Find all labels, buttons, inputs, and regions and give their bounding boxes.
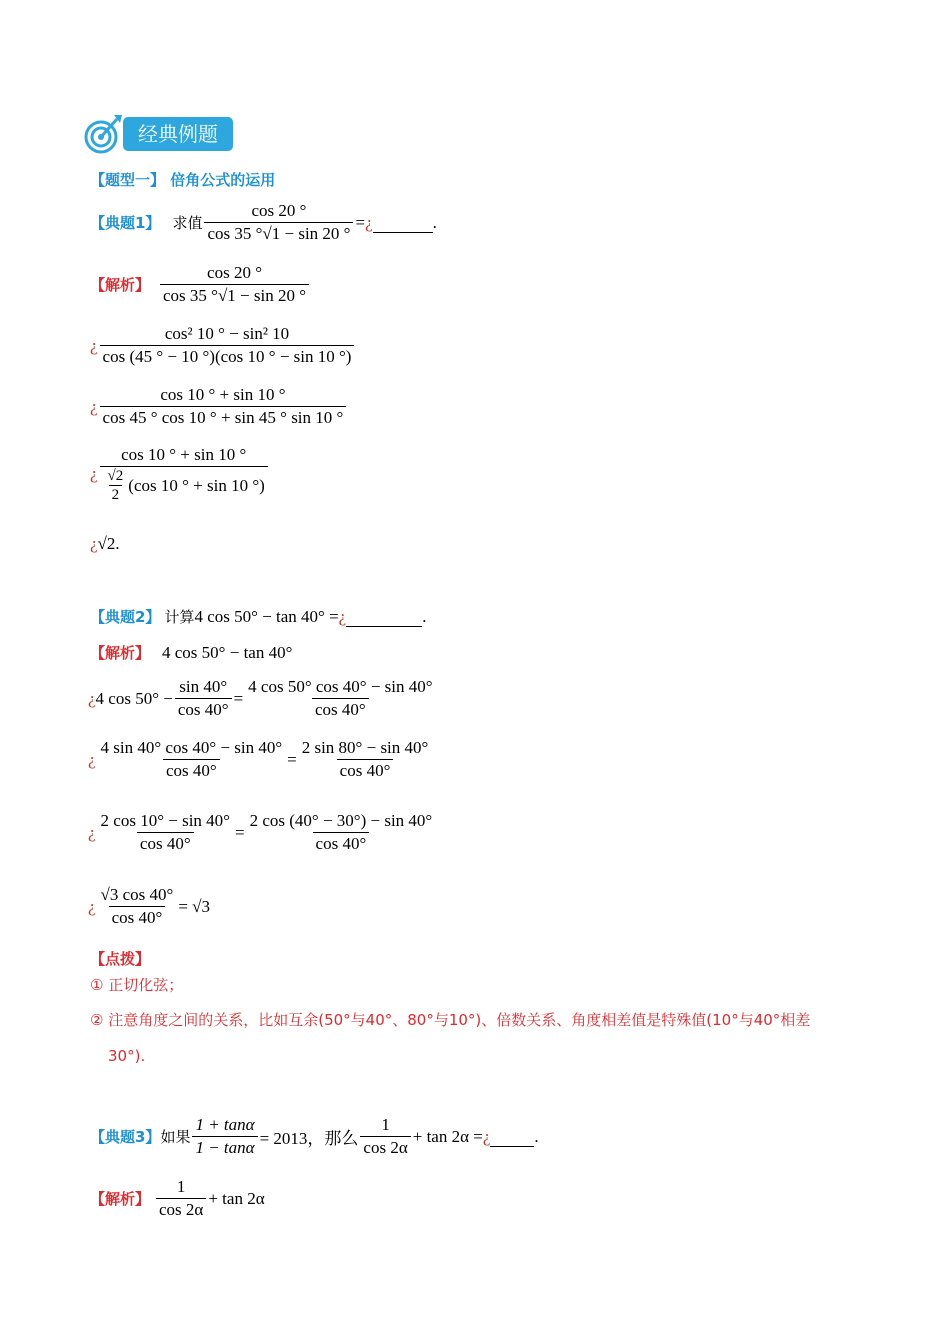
answer-blank bbox=[346, 606, 422, 627]
fraction-numerator: cos 20 ° bbox=[251, 201, 307, 220]
fraction-denominator: cos 35 °√1 − sin 20 ° bbox=[204, 222, 353, 245]
example-3-middle: = 2013，那么 bbox=[259, 1129, 359, 1148]
period: . bbox=[534, 1126, 539, 1146]
example-2-label: 【典题2】 bbox=[90, 608, 161, 626]
solution-3-tail: + tan 2α bbox=[208, 1188, 265, 1208]
example-1 bbox=[90, 200, 437, 245]
solution-3 bbox=[90, 1176, 265, 1221]
result: √2. bbox=[97, 534, 120, 553]
answer-blank bbox=[490, 1126, 534, 1147]
example-2-expression: 4 cos 50° − tan 40° = bbox=[194, 606, 339, 626]
solution-1-result bbox=[90, 534, 120, 554]
fraction-denominator: cos 45 ° cos 10 ° + sin 45 ° sin 10 ° bbox=[100, 406, 347, 429]
solution-2-line1 bbox=[88, 676, 438, 721]
solution-fraction bbox=[98, 737, 286, 782]
answer-placeholder: ¿ bbox=[482, 1126, 491, 1146]
fraction-numerator: cos 10 ° + sin 10 ° bbox=[160, 385, 286, 404]
solution-1-label: 【解析】 bbox=[90, 276, 151, 294]
example-3-fraction-2 bbox=[360, 1114, 410, 1159]
fraction-numerator: cos² 10 ° − sin² 10 bbox=[164, 324, 290, 343]
inner-fraction bbox=[105, 467, 127, 504]
fraction-denominator: cos 40° bbox=[175, 698, 232, 721]
placeholder-glyph: ¿ bbox=[90, 534, 98, 553]
tip-label: 【点拨】 bbox=[90, 950, 151, 968]
denominator-rest: (cos 10 ° + sin 10 °) bbox=[128, 475, 265, 495]
solution-fraction bbox=[98, 810, 233, 855]
fraction-numerator: 2 cos 10° − sin 40° bbox=[100, 811, 230, 830]
fraction-numerator: √3 cos 40° bbox=[100, 885, 174, 904]
example-1-label: 【典题1】 bbox=[90, 214, 161, 232]
result: = √3 bbox=[178, 896, 211, 916]
fraction-numerator: 4 cos 50° cos 40° − sin 40° bbox=[248, 677, 433, 696]
fraction-denominator: cos 40° bbox=[163, 759, 220, 782]
solution-fraction bbox=[245, 676, 435, 721]
solution-2-line4 bbox=[88, 884, 210, 929]
tip-line-3: 30°). bbox=[108, 1047, 146, 1065]
fraction-numerator: cos 20 ° bbox=[207, 263, 262, 282]
equals-sign: = bbox=[233, 688, 244, 708]
example-3 bbox=[90, 1114, 539, 1159]
answer-placeholder: ¿ bbox=[338, 606, 347, 626]
fraction-denominator: cos 40° bbox=[109, 906, 166, 929]
fraction-denominator: cos 2α bbox=[156, 1198, 206, 1221]
placeholder-glyph: ¿ bbox=[88, 822, 96, 842]
solution-2-line3 bbox=[88, 810, 437, 855]
fraction-denominator: cos 40° bbox=[312, 698, 369, 721]
fraction-numerator: sin 40° bbox=[179, 677, 228, 696]
solution-1-step2 bbox=[90, 384, 348, 429]
tip-line-2: ② 注意角度之间的关系，比如互余(50°与40°、80°与10°)、倍数关系、角度相差值是特殊值(10°与40°相差 bbox=[90, 1011, 811, 1029]
fraction-numerator: √2 bbox=[107, 468, 124, 484]
placeholder-glyph: ¿ bbox=[90, 335, 98, 355]
solution-2-line2 bbox=[88, 737, 433, 782]
equals-sign: = bbox=[287, 749, 297, 769]
solution-2-head bbox=[90, 642, 292, 663]
expression-prefix: 4 cos 50° − bbox=[95, 688, 173, 708]
example-3-prompt: 如果 bbox=[160, 1128, 191, 1146]
example-3-fraction-1 bbox=[192, 1114, 257, 1159]
solution-fraction bbox=[156, 1176, 206, 1221]
equals-sign: = bbox=[234, 822, 245, 842]
type-heading: 【题型一】 倍角公式的运用 bbox=[90, 171, 276, 189]
fraction-denominator: 1 − tanα bbox=[192, 1136, 257, 1159]
fraction-denominator: cos 2α bbox=[360, 1136, 410, 1159]
fraction-numerator: cos 10 ° + sin 10 ° bbox=[121, 445, 247, 464]
placeholder-glyph: ¿ bbox=[88, 688, 96, 708]
example-3-label: 【典题3】 bbox=[90, 1128, 161, 1146]
fraction-denominator: cos 35 °√1 − sin 20 ° bbox=[160, 284, 309, 307]
target-icon bbox=[84, 113, 124, 160]
fraction-denominator: cos 40° bbox=[137, 832, 194, 855]
solution-fraction bbox=[247, 810, 436, 855]
example-3-tail: + tan 2α = bbox=[412, 1126, 483, 1146]
fraction-denominator bbox=[100, 466, 268, 504]
period: . bbox=[422, 606, 427, 626]
solution-fraction bbox=[299, 737, 432, 782]
fraction-denominator: cos 40° bbox=[337, 759, 394, 782]
fraction-numerator: 2 cos (40° − 30°) − sin 40° bbox=[249, 811, 433, 830]
example-2-prompt: 计算 bbox=[164, 608, 195, 626]
fraction-numerator: 2 sin 80° − sin 40° bbox=[301, 738, 429, 757]
period: . bbox=[432, 212, 437, 232]
placeholder-glyph: ¿ bbox=[88, 896, 96, 916]
answer-placeholder: ¿ bbox=[365, 212, 373, 232]
solution-1-step3 bbox=[90, 444, 270, 504]
solution-2-label: 【解析】 bbox=[90, 644, 151, 662]
equals-sign: = bbox=[355, 212, 366, 232]
section-title: 经典例题 bbox=[123, 117, 233, 151]
tip-line-1: ① 正切化弦； bbox=[90, 976, 184, 994]
fraction-denominator: cos 40° bbox=[313, 832, 370, 855]
answer-blank bbox=[373, 212, 433, 233]
solution-3-label: 【解析】 bbox=[90, 1190, 151, 1208]
example-1-fraction bbox=[204, 200, 353, 245]
fraction-numerator: 1 bbox=[176, 1177, 186, 1196]
solution-fraction bbox=[100, 444, 268, 504]
fraction-numerator: 1 bbox=[381, 1115, 390, 1134]
solution-1-step1 bbox=[90, 323, 356, 368]
placeholder-glyph: ¿ bbox=[88, 749, 96, 769]
solution-fraction bbox=[175, 676, 232, 721]
solution-fraction bbox=[160, 262, 309, 307]
example-2 bbox=[90, 606, 426, 627]
fraction-denominator: 2 bbox=[109, 485, 123, 504]
fraction-numerator: 4 sin 40° cos 40° − sin 40° bbox=[100, 738, 283, 757]
solution-fraction bbox=[100, 384, 347, 429]
fraction-denominator: cos (45 ° − 10 °)(cos 10 ° − sin 10 °) bbox=[100, 345, 355, 368]
solution-fraction bbox=[100, 323, 355, 368]
solution-1-step0 bbox=[90, 262, 311, 307]
placeholder-glyph: ¿ bbox=[90, 396, 98, 416]
solution-2-expression: 4 cos 50° − tan 40° bbox=[162, 642, 293, 662]
fraction-numerator: 1 + tanα bbox=[195, 1115, 255, 1134]
example-1-prompt: 求值 bbox=[172, 214, 203, 232]
placeholder-glyph: ¿ bbox=[90, 464, 98, 483]
solution-fraction bbox=[98, 884, 177, 929]
